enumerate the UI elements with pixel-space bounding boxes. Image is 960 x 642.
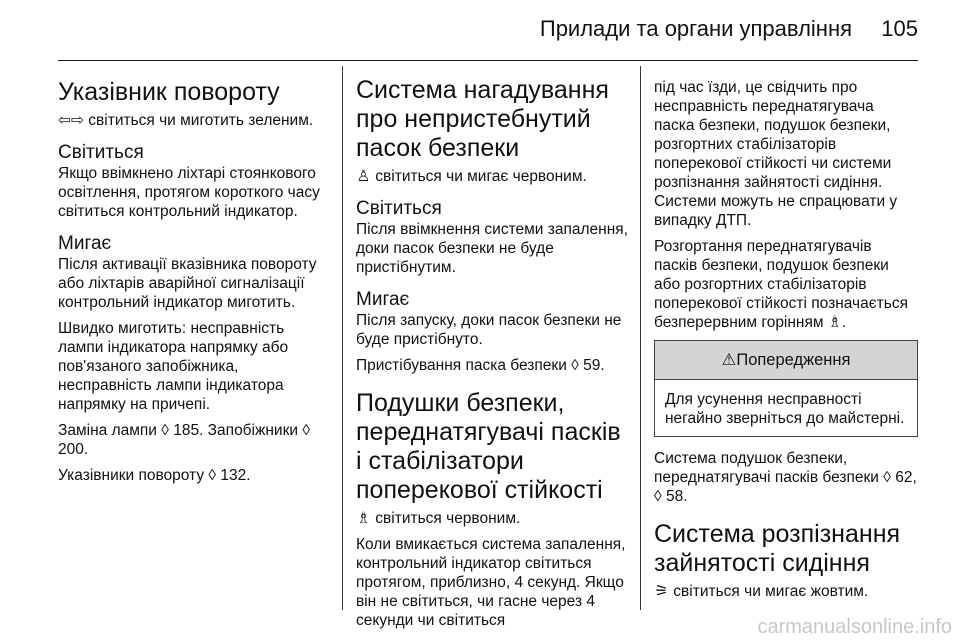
warning-box [654, 340, 918, 437]
flashing-subheading: Мигає [356, 289, 410, 310]
watermark: carmanualsonline.info [757, 616, 952, 638]
warning-text: Для усунення несправності негайно зверніться до майстерні. [665, 391, 905, 427]
column-divider [640, 66, 641, 610]
bulb-fuse-reference: Заміна лампи ◊ 185. Запобіжники ◊ 200. [58, 422, 310, 458]
seat-occupancy-heading: Система розпізнання зайнятості сидіння [654, 520, 901, 577]
turn-signal-icon: ⇦⇨ [58, 112, 84, 129]
warning-header [655, 341, 917, 380]
lit-text: Якщо ввімкнено ліхтарі стоянкового освітлення, протягом короткого часу світиться контрольний індикатор. [58, 165, 320, 220]
lit-text: Після ввімкнення системи запалення, доки пасок безпеки не буде пристібнутим. [356, 221, 628, 276]
lit-subheading: Світиться [356, 198, 442, 219]
warning-triangle-icon: ⚠ [721, 351, 737, 369]
header-title: Прилади та органи управління [539, 16, 852, 41]
warning-title: Попередження [736, 351, 851, 369]
flashing-subheading: Мигає [58, 233, 112, 254]
airbag-intro: ♗ світиться червоним. [356, 510, 521, 527]
column-left [58, 66, 330, 492]
airbag-text: Коли вмикається система запалення, контрольний індикатор світиться протягом, приблизно, 4 секунд. Якщо він не світиться, чи гасне через 4 секунди чи світиться [356, 536, 626, 629]
seat-occupancy-icon: ⚞ [654, 583, 669, 600]
airbag-icon: ♗ [356, 510, 371, 527]
turn-signal-heading: Указівник повороту [58, 78, 280, 106]
seatbelt-reference: Пристібування паска безпеки ◊ 59. [356, 357, 605, 374]
seatbelt-intro: ♙ світиться чи мигає червоним. [356, 168, 587, 185]
turn-signal-reference: Указівники повороту ◊ 132. [58, 467, 251, 484]
page-header [0, 0, 960, 62]
warning-body [655, 380, 917, 436]
seatbelt-icon: ♙ [356, 168, 371, 185]
airbag-fault-text: під час їзди, це свідчить про несправність переднатягувача паска безпеки, подушок безпеки, розгортних стабілізаторів поперекової стійкості чи системи розпізнання зайнятості сидіння. Системи можуть не спрацювати у випадку ДТП. [654, 79, 898, 229]
column-right [654, 66, 918, 608]
airbag-heading: Подушки безпеки, переднатягувачі пасків і стабілізатори поперекової стійкості [356, 389, 621, 504]
fast-flashing-text: Швидко миготить: несправність лампи індикатора напрямку або пов'язаного запобіжника, несправність лампи індикатора напрямку на причепі. [58, 320, 289, 413]
flashing-text: Після запуску, доки пасок безпеки не буде пристібнуто. [356, 312, 622, 348]
airbag-deploy-text: Розгортання переднатягувачів пасків безпеки, подушок безпеки або розгортних стабілізаторів поперекової стійкості позначається безперервним горінням ♗. [654, 238, 908, 331]
column-middle [356, 66, 628, 637]
seat-occupancy-intro: ⚞ світиться чи мигає жовтим. [654, 583, 869, 600]
flashing-text: Після активації вказівника повороту або ліхтарів аварійної сигналізації контрольний індикатор миготить. [58, 256, 317, 311]
column-divider [342, 66, 343, 610]
seatbelt-reminder-heading: Система нагадування про непристебнутий пасок безпеки [356, 76, 609, 162]
airbag-system-reference: Система подушок безпеки, переднатягувачі пасків безпеки ◊ 62, ◊ 58. [654, 450, 917, 505]
turn-signal-intro: ⇦⇨ світиться чи миготить зеленим. [58, 112, 314, 129]
lit-subheading: Світиться [58, 142, 144, 163]
header-rule [58, 60, 918, 61]
page-number: 105 [881, 16, 918, 41]
